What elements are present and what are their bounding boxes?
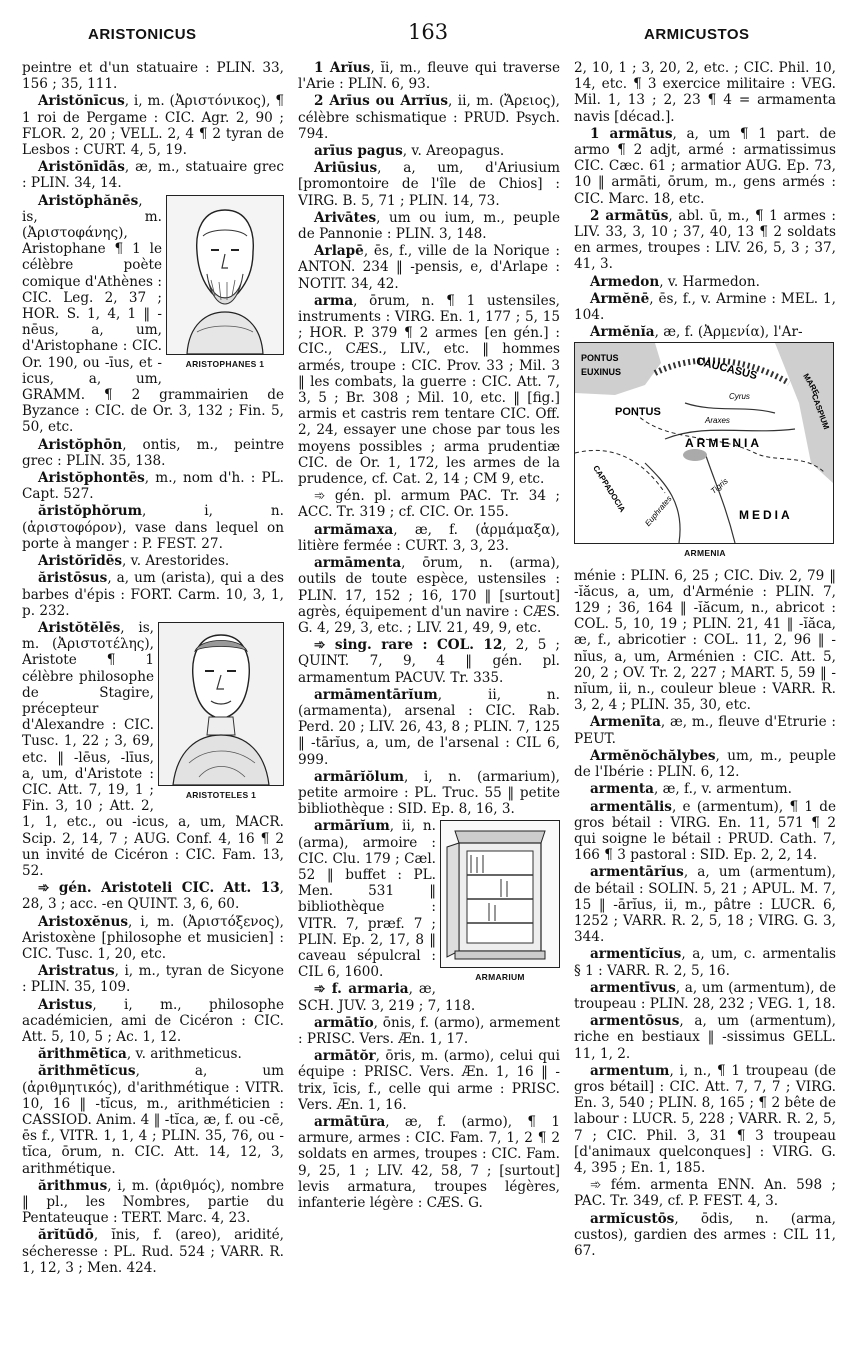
entry: Armenīta, æ, m., fleuve d'Etrurie : PEUT. (574, 714, 836, 747)
headword: 2 armātŭs (590, 207, 669, 224)
entry: armenta, æ, f., v. armentum. (590, 781, 792, 798)
headword: armārĭŏlum (314, 768, 404, 785)
headword: armentōsus (590, 1013, 680, 1030)
headword: 1 armātus (590, 125, 673, 142)
entry: ărithmētĭca, v. arithmeticus. (38, 1046, 242, 1063)
map-label: CAPPADOCIA (591, 464, 628, 515)
headword: Aristoxĕnus (38, 913, 129, 930)
headword: Arivātes (314, 209, 377, 226)
headword: armāmenta (314, 555, 402, 572)
entry: Aristŏrīdēs, v. Arestorides. (38, 553, 230, 570)
column-1 (22, 60, 284, 1360)
map-label: Araxes (705, 416, 730, 426)
headword: ăristōsus (38, 570, 108, 587)
entry: Armĕnē, ēs, f., v. Armine : MEL. 1, 104. (574, 290, 836, 324)
entry: armārĭŏlum, i, n. (armarium), petite armoire : PL. Truc. 55 ‖ petite bibliothèque : SID. Ep. 8, 16, 3. (298, 768, 560, 818)
entry: Armedon, v. Harmedon. (590, 273, 760, 290)
entry: arīus pagus, v. Areopagus. (314, 143, 505, 160)
entry: armāmenta, ōrum, n. (arma), outils de toute espèce, ustensiles : PLIN. 17, 152 ; 16, 170 ‖ [surtout] agrès, équipement d'un navire : CÆS. G. 4, 29, 3, etc. ; LIV. 21, 49, 9, etc. (298, 555, 560, 636)
entry: 2 Arīus ou Arrĭus, ii, m. (Ἄρειος), célèbre schismatique : PRUD. Psych. 794. (298, 93, 560, 142)
map-label: CAUCASUS (694, 355, 759, 383)
headword: Aristŏphōn (38, 436, 123, 453)
entry: armentōsus, a, um (armentum), riche en bestiaux ‖ -sissimus GELL. 11, 1, 2. (574, 1013, 836, 1062)
cupboard-illustration (441, 821, 559, 967)
map-label: MEDIA (739, 508, 793, 523)
header-first-word: ARISTONICUS (88, 26, 197, 43)
entry: ➾ sing. rare : COL. 12, 2, 5 ; QUINT. 7, 9, 4 ‖ gén. pl. armamentum PACUV. Tr. 335. (298, 637, 560, 686)
headword: Aristŏnīcus (38, 93, 125, 110)
headword: ărĭtūdō (38, 1227, 94, 1244)
entry: ăristōsus, a, um (arista), qui a des barbes d'épis : FORT. Carm. 10, 3, 1, p. 232. (22, 570, 284, 619)
entry: armămaxa, æ, f. (ἁρμάμαξα), litière fermée : CURT. 3, 3, 23. (298, 521, 560, 554)
entry: ménie : PLIN. 6, 25 ; CIC. Div. 2, 79 ‖ -ĭăcus, a, um, d'Arménie : PLIN. 7, 129 ; 36, 164 ‖ -ĭăcum, n., abricot : COL. 5, 10, 19 ; PLIN. 21, 41 ‖ -ĭăca, æ, f., abricotier : COL. 11, 2, 96 ‖ -nĭus, a, um, Arménien : CIC. Att. 5, 20, 2 ; OV. Tr. 2, 227 ; MART. 5, 59 ‖ -nĭum, ii, n., couleur bleue : VARR. R. 3, 2, 4 ; PLIN. 35, 30, etc. (574, 567, 836, 714)
entry: Armĕnĭa, æ, f. (Ἀρμενία), l'Ar- (590, 324, 803, 341)
headword: Aristŏphontēs (38, 470, 145, 487)
headword: armentĭcĭus (590, 946, 682, 963)
entry: Aristŏphontēs, m., nom d'h. : PL. Capt. 527. (22, 470, 284, 503)
headword: ăristŏphŏrum (38, 503, 143, 520)
entry: Aristŏnīdās, æ, m., statuaire grec : PLIN. 34, 14. (22, 159, 284, 192)
entry: Ariūsius, a, um, d'Ariusium [promontoire de l'île de Chios] : VIRG. B. 5, 71 ; PLIN. 14, 73. (298, 160, 560, 209)
header-last-word: ARMICUSTOS (644, 26, 750, 43)
headword: armămaxa (314, 521, 394, 538)
aristoteles-figure (158, 622, 284, 803)
headword: ➾ f. armaria (314, 981, 409, 998)
headword: Armĕnē (590, 290, 650, 307)
bust-illustration (159, 623, 283, 785)
entry: armentālis, e (armentum), ¶ 1 de gros bétail : VIRG. En. 11, 571 ¶ 2 qui soigne le bétail : PRUD. Cath. 7, 166 ¶ 3 pastoral : SID. Ep. 2, 2, 14. (574, 798, 836, 864)
entry: Armĕnŏchălybes, um, m., peuple de l'Ibérie : PLIN. 6, 12. (574, 747, 836, 781)
headword: armenta (590, 781, 654, 798)
bust-illustration (167, 196, 283, 354)
headword: Aristŏtĕlēs (38, 619, 121, 636)
headword: armĭcustōs (590, 1210, 675, 1227)
figure-caption: ARISTOTELES 1 (185, 789, 257, 800)
entry: 2 armātŭs, abl. ū, m., ¶ 1 armes : LIV. 33, 3, 10 ; 37, 40, 13 ¶ 2 soldats en armes, troupes : LIV. 26, 5, 3 ; 37, 41, 3. (574, 207, 836, 273)
entry: armentĭcĭus, a, um, c. armentalis § 1 : VARR. R. 2, 5, 16. (574, 946, 836, 979)
headword: ➾ gén. Aristoteli CIC. Att. 13 (38, 880, 280, 897)
headword: armātūra (314, 1114, 386, 1130)
entry: ărĭtūdō, ĭnis, f. (areo), aridité, sécheresse : PL. Rud. 524 ; VARR. R. 1, 12, 3 ; Men. 424. (22, 1227, 284, 1276)
headword: armārĭum (314, 818, 390, 835)
entry: Aristŏphănēs, is, m. (Ἀριστοφάνης), Aristophane ¶ 1 le célèbre poète comique d'Athènes : CIC. Leg. 2, 37 ; HOR. S. 1, 4, 1 ‖ -nēus, a, um, d'Aristophane : CIC. Or. 190, ou -īus, et -icus, a, um, GRAMM. ¶ 2 grammairien de Byzance : CIC. de Or. 3, 132 ; Fin. 5, 50, etc. (22, 192, 284, 436)
entry: Aristoxĕnus, i, m. (Ἀριστόξενος), Aristoxène [philosophe et musicien] : CIC. Tusc. 1, 20, etc. (22, 913, 284, 962)
headword: armātŏr (314, 1048, 376, 1065)
entry: ➾ gén. pl. armum PAC. Tr. 34 ; ACC. Tr. 319 ; cf. CIC. Or. 155. (298, 488, 560, 521)
entry: 1 Arĭus, ĭi, m., fleuve qui traverse l'Arie : PLIN. 6, 93. (298, 60, 560, 93)
column-2 (298, 60, 560, 1360)
armarium-figure (440, 820, 560, 985)
headword: Ariūsius (314, 160, 378, 177)
entry: ➾ fém. armenta ENN. An. 598 ; PAC. Tr. 349, cf. P. FEST. 4, 3. (574, 1177, 836, 1210)
headword: armāmentārĭum (314, 686, 438, 703)
entry: armātĭo, ōnis, f. (armo), armement : PRISC. Vers. Æn. 1, 17. (298, 1014, 560, 1047)
headword: Armedon (590, 273, 660, 290)
entry: ărithmētĭcus, a, um (ἀριθμητικός), d'arithmétique : VITR. 10, 16 ‖ -tĭcus, m., arithméticien : CASSIOD. Anim. 4 ‖ -tĭca, æ, f. ou -cē, ēs f., VITR. 1, 1, 4 ; PLIN. 35, 76, ou -tĭca, ōrum, n. CIC. Att. 14, 12, 3, arithmétique. (22, 1063, 284, 1177)
entry: Aristratus, i, m., tyran de Sicyone : PLIN. 35, 109. (22, 963, 284, 996)
entry: armentum, i, n., ¶ 1 troupeau (de gros bétail] : CIC. Att. 7, 7, 7 ; VIRG. En. 3, 540 ; PLIN. 8, 165 ; ¶ 2 bête de labour : LUCR. 5, 228 ; VARR. R. 2, 5, 7 ; CIC. Phil. 3, 31 ¶ 3 troupeau [d'animaux quelconques] : VIRG. G. 4, 395 ; En. 1, 185. (574, 1062, 836, 1176)
headword: ărithmētĭca (38, 1046, 127, 1063)
headword: armentārĭus (590, 864, 684, 881)
entry: Aristus, i, m., philosophe académicien, ami de Cicéron : CIC. Att. 5, 10, 5 ; Ac. 1, 12. (22, 996, 284, 1045)
headword: armentālis (590, 798, 672, 815)
figure-caption: ARISTOPHANES 1 (185, 358, 265, 369)
map-label: CASPIUM (809, 393, 831, 432)
entry: armentīvus, a, um (armentum), de troupeau : PLIN. 28, 232 ; VEG. 1, 18. (574, 979, 836, 1012)
entry: 1 armātus, a, um ¶ 1 part. de armo ¶ 2 adjt, armé : armatissimus CIC. Cæc. 61 ; armatior AUG. Ep. 73, 10 ‖ armāti, ōrum, m., gens armés : CIC. Marc. 18, etc. (574, 125, 836, 207)
entry: ➾ gén. Aristoteli CIC. Att. 13, 28, 3 ; acc. -en QUINT. 3, 6, 60. (22, 880, 284, 913)
headword: ărithmētĭcus (38, 1063, 136, 1080)
headword: armentīvus (590, 979, 676, 996)
map-label: ARMENIA (685, 436, 762, 451)
headword: Armĕnŏchălybes (590, 747, 716, 764)
entry: Aristŏnīcus, i, m. (Ἀριστόνικος), ¶ 1 roi de Pergame : CIC. Agr. 2, 90 ; FLOR. 2, 20 ; VELL. 2, 4 ¶ 2 tyran de Lesbos : CURT. 4, 5, 19. (22, 93, 284, 159)
map-illustration (575, 343, 833, 543)
headword: Aristratus (38, 963, 115, 980)
column-3 (574, 60, 836, 1360)
headword: ărithmus (38, 1177, 108, 1194)
headword: Armĕnĭa (590, 324, 655, 341)
page-number: 163 (408, 20, 449, 44)
map-label: MARE (801, 372, 821, 398)
entry: armĭcustōs, ōdis, n. (arma, custos), gardien des armes : CIL 11, 67. (574, 1210, 836, 1259)
map-label: Cyrus (729, 392, 750, 402)
headword: ➾ sing. rare : COL. 12 (314, 637, 503, 654)
headword: armātĭo (314, 1014, 374, 1031)
entry: Arlapē, ēs, f., ville de la Norique : ANTON. 234 ‖ -pensis, e, d'Arlape : NOTIT. 34, 42. (298, 243, 560, 292)
figure-caption: ARMARIUM (475, 972, 525, 983)
entry: armātŏr, ōris, m. (armo), celui qui équipe : PRISC. Vers. Æn. 1, 16 ‖ -trix, īcis, f., celle qui arme : PRISC. Vers. Æn. 1, 16. (298, 1048, 560, 1113)
entry: ăristŏphŏrum, i, n. (ἀριστοφόρον), vase dans lequel on porte à manger : P. FEST. 27. (22, 503, 284, 552)
aristophanes-figure (166, 195, 284, 372)
map-label: Euphrates (643, 494, 674, 529)
armenia-map-figure (574, 342, 836, 561)
headword: Aristŏphănēs (38, 192, 139, 209)
entry: ➾ f. armaria, æ, SCH. JUV. 3, 219 ; 7, 118. (298, 981, 476, 1014)
entry: 2, 10, 1 ; 3, 20, 2, etc. ; CIC. Phil. 10, 14, etc. ¶ 3 exercice militaire : VEG. Mil. 1, 13 ; 2, 23 ¶ 4 = armamenta navis [décad.]. (574, 60, 836, 125)
entry: armāmentārĭum, ii, n. (armamenta), arsenal : CIC. Rab. Perd. 20 ; LIV. 26, 43, 8 ; PLIN. 7, 125 ‖ -tārĭus, a, um, de l'arsenal : CIL 6, 999. (298, 686, 560, 768)
map-label: PONTUS (581, 353, 619, 364)
entry: ărithmus, i, m. (ἀριθμός), nombre ‖ pl., les Nombres, partie du Pentateuque : TERT. Marc. 4, 23. (22, 1177, 284, 1227)
entry: arma, ōrum, n. ¶ 1 ustensiles, instruments : VIRG. En. 1, 177 ; 5, 15 ; HOR. P. 379 ¶ 2 armes [en gén.] : CIC., CÆS., LIV., etc. ‖ hommes armés, troupe : CIC. Prov. 33 ; Mil. 3 ‖ les combats, la guerre : CIC. Att. 7, 3, 5 ; Br. 308 ; Mil. 10, etc. ‖ [fig.] armis et castris rem tentare CIC. Off. 2, 24, essayer une chose par tous les moyens possibles ; arma prudentiæ CIC. de Or. 1, 172, les armes de la prudence, cf. Cat. 2, 14 ; CM 9, etc. (298, 292, 560, 488)
headword: 1 Arĭus (314, 60, 371, 76)
headword: 2 Arīus ou Arrĭus (314, 93, 449, 110)
figure-caption: ARMENIA (684, 548, 726, 559)
entry: Arivātes, um ou ium, m., peuple de Pannonie : PLIN. 3, 148. (298, 209, 560, 243)
headword: Aristŏrīdēs (38, 553, 123, 570)
entry: peintre et d'un statuaire : PLIN. 33, 156 ; 35, 111. (22, 60, 284, 93)
running-header (0, 20, 854, 54)
map-label: PONTUS (615, 406, 661, 419)
headword: Armenīta (590, 714, 661, 731)
entry: armentārĭus, a, um (armentum), de bétail : SOLIN. 5, 21 ; APUL. M. 7, 15 ‖ -ārĭus, ii, m., pâtre : LUCR. 6, 1252 ; VARR. R. 2, 5, 18 ; VIRG. G. 3, 344. (574, 864, 836, 946)
headword: Arlapē (314, 243, 364, 260)
entry: armātūra, æ, f. (armo), ¶ 1 armure, armes : CIC. Fam. 7, 1, 2 ¶ 2 soldats en armes, troupes : CIC. Fam. 9, 25, 1 ; LIV. 42, 58, 7 ; [surtout] levis armatura, troupes légères, infanterie légère : CÆS. G. (298, 1114, 560, 1212)
map-label: EUXINUS (581, 367, 622, 378)
entry: Aristŏtĕlēs, is, m. (Ἀριστοτέλης), Aristote ¶ 1 célèbre philosophe de Stagire, précepteur d'Alexandre : CIC. Tusc. 1, 22 ; 3, 69, etc. ‖ -lēus, -līus, a, um, d'Aristote : CIC. Att. 7, 19, 1 ; Fin. 3, 10 ; Att. 2, 1, 1, etc., ou -icus, a, um, MACR. Scip. 2, 14, 7 ; AUG. Conf. 4, 16 ¶ 2 un invité de Cicéron : CIC. Fam. 13, 52. (22, 619, 284, 879)
entry: armārĭum, ii, n. (arma), armoire : CIC. Clu. 179 ; Cæl. 52 ‖ buffet : PL. Men. 531 ‖ bibliothèque : VITR. 7, præf. 7 ; PLIN. Ep. 2, 17, 8 ‖ caveau sépulcral : CIL 6, 1600. (298, 818, 436, 981)
headword: arīus pagus (314, 143, 403, 160)
headword: arma (314, 292, 354, 309)
map-label: Tigris (708, 476, 730, 497)
headword: Aristus (38, 996, 93, 1013)
headword: Aristŏnīdās (38, 159, 125, 176)
entry: Aristŏphōn, ontis, m., peintre grec : PLIN. 35, 138. (22, 436, 284, 469)
headword: armentum (590, 1062, 670, 1079)
